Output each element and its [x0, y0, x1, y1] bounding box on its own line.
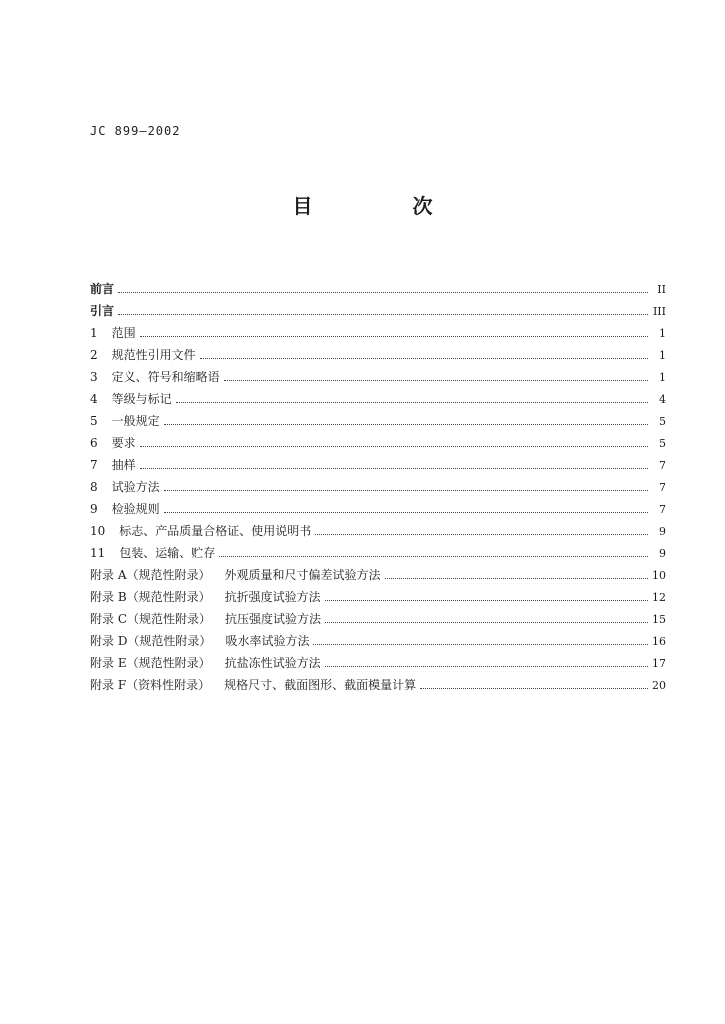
- toc-entry-label: 附录 D（规范性附录）: [90, 634, 212, 648]
- toc-entry[interactable]: [90, 478, 666, 500]
- toc-entry-title: 抽样: [111, 458, 136, 472]
- toc-page-number: 15: [652, 613, 666, 626]
- toc-entry[interactable]: [90, 544, 666, 566]
- toc-leader-dots: [315, 526, 648, 535]
- toc-entry-title: 一般规定: [111, 414, 160, 428]
- toc-entry-title: 吸水率试验方法: [225, 634, 310, 648]
- toc-entry-title: 标志、产品质量合格证、使用说明书: [119, 524, 312, 538]
- toc-leader-dots: [164, 504, 648, 513]
- toc-entry[interactable]: [90, 456, 666, 478]
- toc-page-number: 7: [659, 503, 666, 516]
- toc-page-number: 5: [659, 415, 666, 428]
- toc-entry[interactable]: [90, 346, 666, 368]
- toc-entry-title: 等级与标记: [111, 392, 172, 406]
- toc-entry[interactable]: [90, 566, 666, 588]
- toc-entry-title: 检验规则: [111, 502, 160, 516]
- toc-leader-dots: [140, 438, 648, 447]
- toc-entry-title: 试验方法: [111, 480, 160, 494]
- toc-entry-title: 抗折强度试验方法: [224, 590, 321, 604]
- toc-leader-dots: [176, 394, 648, 403]
- toc-entry-label: 3: [90, 370, 98, 384]
- toc-entry[interactable]: [90, 390, 666, 412]
- toc-entry[interactable]: [90, 632, 666, 654]
- toc-entry[interactable]: [90, 368, 666, 390]
- toc-leader-dots: [224, 372, 648, 381]
- toc-entry[interactable]: [90, 610, 666, 632]
- toc-leader-dots: [313, 636, 648, 645]
- document-code: JC 899—2002: [90, 124, 181, 138]
- toc-leader-dots: [219, 548, 648, 557]
- toc-entry[interactable]: [90, 324, 666, 346]
- toc-page-number: 12: [652, 591, 666, 604]
- toc-entry-label: 7: [90, 458, 98, 472]
- toc-entry[interactable]: [90, 676, 666, 698]
- toc-leader-dots: [385, 570, 649, 579]
- toc-entry-label: 6: [90, 436, 98, 450]
- toc-entry-label: 附录 B（规范性附录）: [90, 590, 211, 604]
- toc-page-number: 10: [652, 569, 666, 582]
- toc-page-number: II: [657, 283, 666, 296]
- toc-entry-title: 抗盐冻性试验方法: [224, 656, 321, 670]
- toc-page-number: 17: [652, 657, 666, 670]
- toc-leader-dots: [118, 284, 648, 293]
- toc-page-number: 9: [659, 525, 666, 538]
- toc-page-number: 1: [659, 371, 666, 384]
- toc-entry-label: 前言: [90, 282, 115, 296]
- toc-page-number: 9: [659, 547, 666, 560]
- toc-entry-title: 要求: [111, 436, 136, 450]
- toc-entry-label: 4: [90, 392, 98, 406]
- table-of-contents: [90, 280, 666, 698]
- toc-page-number: III: [652, 305, 666, 318]
- toc-page-number: 1: [659, 327, 666, 340]
- toc-entry-label: 5: [90, 414, 98, 428]
- toc-entry-title: 定义、符号和缩略语: [111, 370, 220, 384]
- toc-entry[interactable]: [90, 302, 666, 324]
- toc-entry-title: 抗压强度试验方法: [225, 612, 322, 626]
- toc-leader-dots: [164, 482, 648, 491]
- toc-entry[interactable]: [90, 500, 666, 522]
- toc-page-number: 5: [659, 437, 666, 450]
- toc-leader-dots: [325, 592, 648, 601]
- toc-entry-label: 引言: [90, 304, 115, 318]
- toc-leader-dots: [200, 350, 648, 359]
- toc-entry-label: 附录 A（规范性附录）: [90, 568, 211, 582]
- toc-entry[interactable]: [90, 654, 666, 676]
- toc-page-number: 1: [659, 349, 666, 362]
- toc-entry-label: 11: [90, 546, 106, 560]
- toc-entry[interactable]: [90, 412, 666, 434]
- toc-leader-dots: [325, 614, 648, 623]
- toc-entry-title: 外观质量和尺寸偏差试验方法: [224, 568, 381, 582]
- toc-entry-label: 附录 F（资料性附录）: [90, 678, 211, 692]
- toc-entry[interactable]: [90, 522, 666, 544]
- toc-entry-title: 规范性引用文件: [111, 348, 196, 362]
- toc-leader-dots: [420, 680, 648, 689]
- toc-page-number: 16: [652, 635, 666, 648]
- toc-page-number: 4: [659, 393, 666, 406]
- toc-entry-title: 范围: [111, 326, 136, 340]
- toc-leader-dots: [140, 328, 648, 337]
- toc-entry-label: 9: [90, 502, 98, 516]
- toc-leader-dots: [140, 460, 648, 469]
- toc-title: 目 次: [292, 194, 473, 218]
- toc-entry-label: 8: [90, 480, 98, 494]
- toc-entry-label: 2: [90, 348, 98, 362]
- toc-page-number: 20: [652, 679, 666, 692]
- toc-entry[interactable]: [90, 280, 666, 302]
- toc-leader-dots: [325, 658, 648, 667]
- toc-entry[interactable]: [90, 434, 666, 456]
- toc-page-number: 7: [659, 481, 666, 494]
- toc-entry-label: 1: [90, 326, 98, 340]
- toc-entry-label: 附录 E（规范性附录）: [90, 656, 211, 670]
- toc-entry[interactable]: [90, 588, 666, 610]
- toc-leader-dots: [118, 306, 648, 315]
- toc-entry-label: 10: [90, 524, 106, 538]
- toc-entry-label: 附录 C（规范性附录）: [90, 612, 211, 626]
- toc-entry-title: 规格尺寸、截面图形、截面模量计算: [224, 678, 417, 692]
- toc-leader-dots: [164, 416, 648, 425]
- toc-page-number: 7: [659, 459, 666, 472]
- toc-entry-title: 包装、运输、贮存: [119, 546, 216, 560]
